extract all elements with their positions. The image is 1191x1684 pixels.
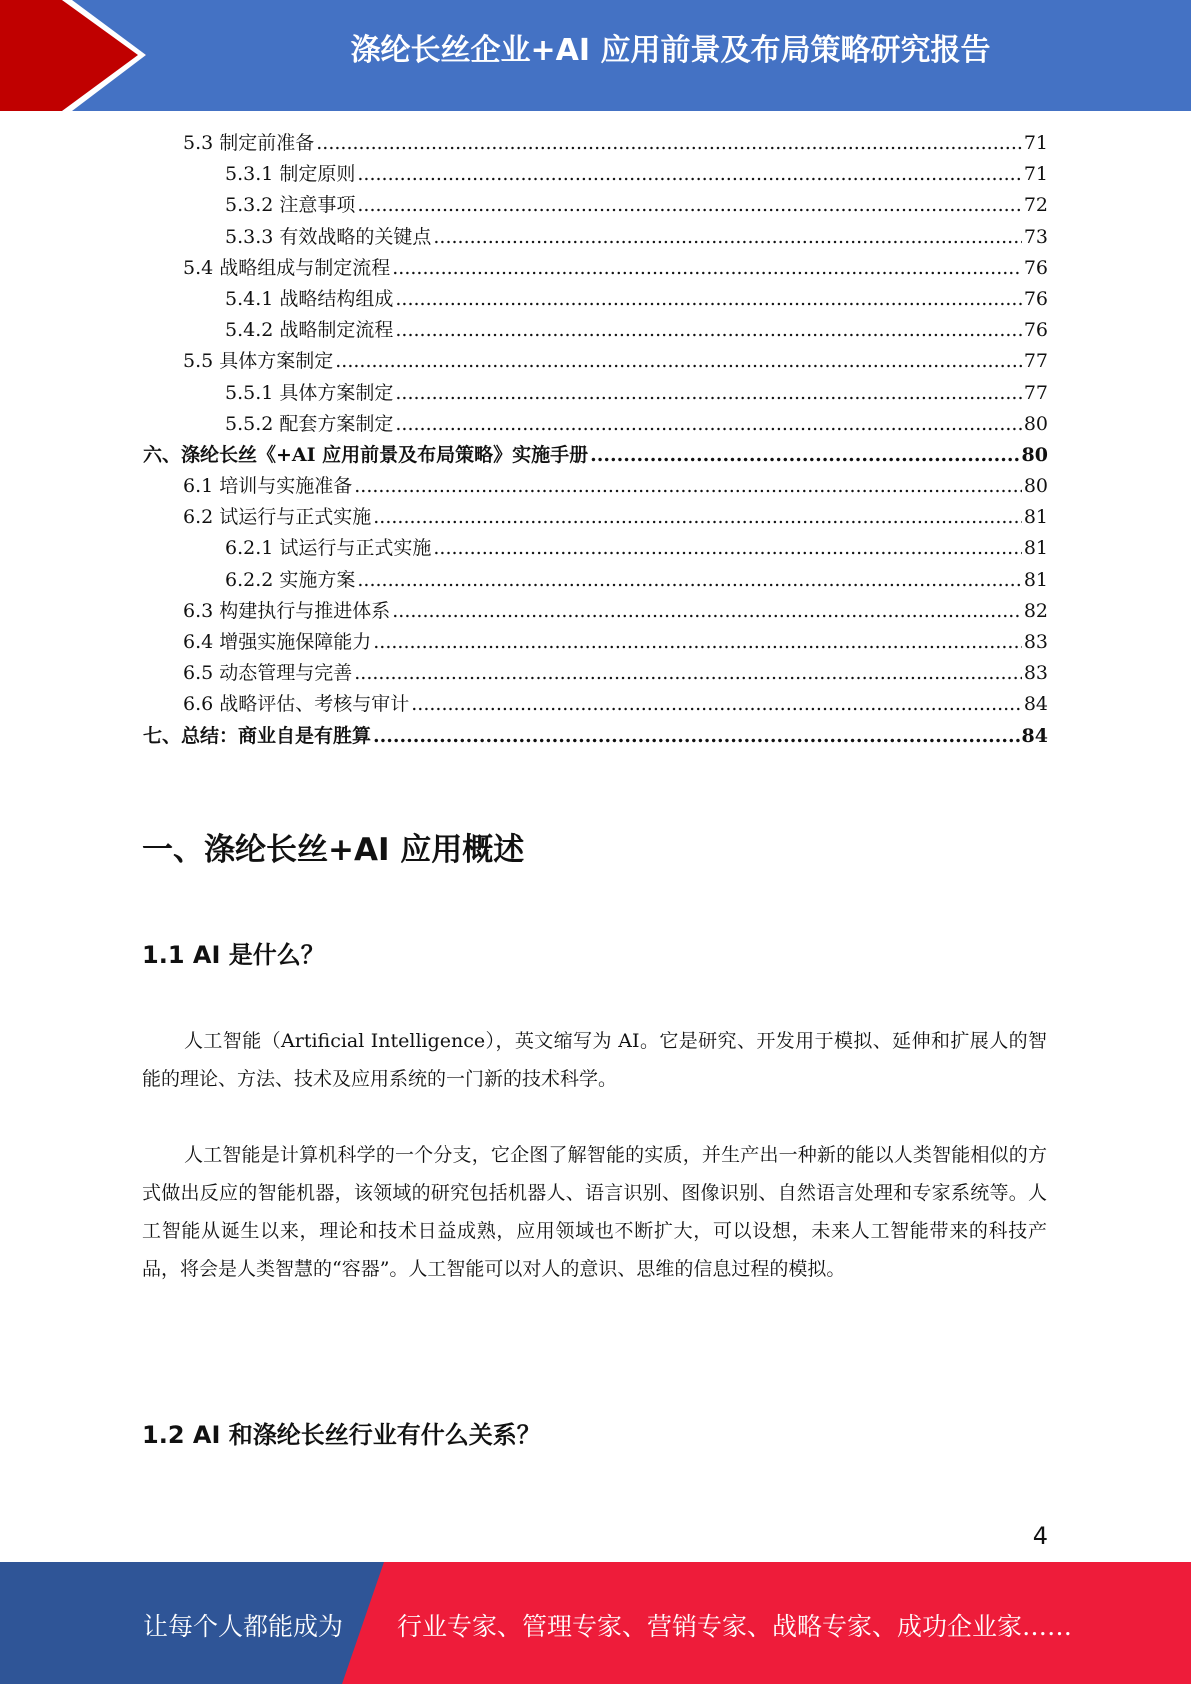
toc-entry-title: 5.4.2 战略制定流程 (225, 319, 394, 342)
toc-entry[interactable] (143, 689, 1048, 720)
toc-dot-leader (433, 533, 1021, 564)
toc-dot-leader (373, 721, 1020, 752)
toc-dot-leader (357, 159, 1021, 190)
toc-entry[interactable] (143, 159, 1048, 190)
toc-entry-title: 5.5 具体方案制定 (183, 350, 334, 373)
section-heading: 一、涤纶长丝+AI 应用概述 (142, 832, 525, 868)
toc-entry-title: 6.2.1 试运行与正式实施 (225, 537, 432, 560)
toc-dot-leader (395, 378, 1021, 409)
toc-dot-leader (335, 346, 1022, 377)
toc-entry-page: 72 (1023, 194, 1048, 217)
page-header (0, 0, 1191, 111)
toc-entry-page: 77 (1023, 350, 1048, 373)
toc-entry[interactable] (143, 440, 1048, 471)
toc-entry[interactable] (143, 315, 1048, 346)
toc-entry[interactable] (143, 346, 1048, 377)
toc-entry-title: 七、总结：商业自是有胜算 (143, 724, 372, 747)
toc-entry-page: 81 (1023, 506, 1048, 529)
paragraph-ai-branch: 人工智能是计算机科学的一个分支，它企图了解智能的实质，并生产出一种新的能以人类智能相似的方式做出反应的智能机器，该领域的研究包括机器人、语言识别、图像识别、自然语言处理和专家系统等。人工智能从诞生以来，理论和技术日益成熟，应用领域也不断扩大，可以设想，未来人工智能带来的科技产品，将会是人类智慧的“容器”。人工智能可以对人的意识、思维的信息过程的模拟。 (142, 1144, 1047, 1280)
toc-entry-title: 6.2 试运行与正式实施 (183, 506, 372, 529)
toc-dot-leader (395, 284, 1021, 315)
toc-dot-leader (433, 222, 1021, 253)
footer-slogan-right: 行业专家、管理专家、营销专家、战略专家、成功企业家…… (397, 1612, 1073, 1641)
toc-entry[interactable] (143, 596, 1048, 627)
toc-dot-leader (411, 689, 1022, 720)
toc-dot-leader (354, 471, 1022, 502)
toc-dot-leader (392, 253, 1022, 284)
toc-dot-leader (357, 565, 1021, 596)
paragraph-ai-definition: 人工智能（Artificial Intelligence），英文缩写为 AI。它是研究、开发用于模拟、延伸和扩展人的智能的理论、方法、技术及应用系统的一门新的技术科学。 (142, 1030, 1047, 1090)
toc-entry-title: 6.4 增强实施保障能力 (183, 631, 372, 653)
toc-entry-page: 71 (1023, 163, 1048, 186)
toc-entry-page: 83 (1023, 631, 1048, 653)
toc-entry-title: 5.3.1 制定原则 (225, 163, 356, 186)
toc-entry[interactable] (143, 253, 1048, 284)
toc-dot-leader (392, 596, 1022, 627)
toc-entry[interactable] (143, 658, 1048, 689)
toc-entry[interactable] (143, 502, 1048, 533)
toc-entry-title: 5.4.1 战略结构组成 (225, 287, 394, 310)
toc-entry[interactable] (143, 128, 1048, 159)
toc-entry-page: 80 (1023, 412, 1048, 435)
toc-entry-page: 76 (1023, 287, 1048, 310)
toc-dot-leader (373, 627, 1022, 658)
toc-entry-page: 71 (1023, 132, 1048, 154)
toc-entry-page: 76 (1023, 256, 1048, 279)
toc-entry-title: 6.5 动态管理与完善 (183, 662, 353, 685)
footer-slogan-left: 让每个人都能成为 (143, 1612, 344, 1641)
toc-entry-title: 六、涤纶长丝《+AI 应用前景及布局策略》实施手册 (143, 443, 589, 466)
toc-entry[interactable] (143, 378, 1048, 409)
toc-entry-title: 6.2.2 实施方案 (225, 568, 356, 591)
toc-entry-title: 6.3 构建执行与推进体系 (183, 599, 391, 622)
toc-entry-title: 5.3 制定前准备 (183, 132, 315, 154)
toc-entry[interactable] (143, 721, 1048, 752)
toc-entry-title: 5.4 战略组成与制定流程 (183, 256, 391, 279)
toc-entry-page: 80 (1023, 475, 1048, 498)
toc-entry[interactable] (143, 627, 1048, 658)
toc-entry-page: 81 (1023, 568, 1048, 591)
toc-entry-page: 77 (1023, 381, 1048, 404)
toc-entry[interactable] (143, 190, 1048, 221)
toc-entry[interactable] (143, 222, 1048, 253)
toc-dot-leader (395, 409, 1021, 440)
toc-entry-title: 5.5.1 具体方案制定 (225, 381, 394, 404)
toc-entry[interactable] (143, 471, 1048, 502)
toc-dot-leader (395, 315, 1021, 346)
toc-entry-title: 5.3.2 注意事项 (225, 194, 356, 217)
toc-entry-page: 80 (1021, 443, 1048, 466)
toc-dot-leader (316, 128, 1022, 159)
toc-entry-title: 6.1 培训与实施准备 (183, 475, 353, 498)
toc-entry-title: 5.3.3 有效战略的关键点 (225, 225, 432, 248)
subsection-heading-1-1: 1.1 AI 是什么？ (142, 941, 325, 969)
toc-entry-title: 6.6 战略评估、考核与审计 (183, 693, 410, 716)
toc-entry-page: 82 (1023, 599, 1048, 622)
toc-entry-page: 81 (1023, 537, 1048, 560)
toc-entry-title: 5.5.2 配套方案制定 (225, 412, 394, 435)
table-of-contents (143, 128, 1048, 752)
toc-entry-page: 73 (1023, 225, 1048, 248)
toc-dot-leader (590, 440, 1019, 471)
page-footer (0, 1562, 1191, 1684)
toc-dot-leader (357, 190, 1021, 221)
toc-entry[interactable] (143, 284, 1048, 315)
toc-dot-leader (373, 502, 1022, 533)
toc-entry-page: 84 (1021, 724, 1048, 747)
toc-entry[interactable] (143, 533, 1048, 564)
toc-entry-page: 76 (1023, 319, 1048, 342)
toc-entry[interactable] (143, 409, 1048, 440)
toc-dot-leader (354, 658, 1022, 689)
subsection-heading-1-2: 1.2 AI 和涤纶长丝行业有什么关系？ (142, 1421, 541, 1449)
header-title: 涤纶长丝企业+AI 应用前景及布局策略研究报告 (350, 33, 991, 68)
toc-entry[interactable] (143, 565, 1048, 596)
toc-entry-page: 83 (1023, 662, 1048, 685)
page-number: 4 (1032, 1522, 1048, 1550)
toc-entry-page: 84 (1023, 693, 1048, 716)
